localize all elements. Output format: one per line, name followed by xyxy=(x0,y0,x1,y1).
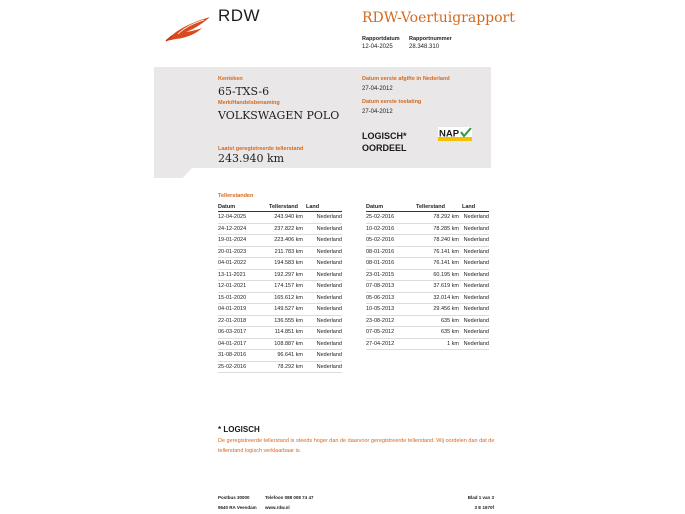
rdw-feather-logo xyxy=(164,14,212,42)
table-row xyxy=(218,304,342,316)
readings-title: Tellerstanden xyxy=(218,193,254,199)
cell-odometer: 32.014 km xyxy=(416,292,462,304)
cell-country: Nederland xyxy=(462,338,489,350)
cell-date: 22-01-2018 xyxy=(218,315,269,327)
cell-country: Nederland xyxy=(462,235,489,247)
readings-table-left xyxy=(218,202,342,373)
cell-country: Nederland xyxy=(306,361,342,373)
first-nl-label: Datum eerste afgifte in Nederland xyxy=(362,76,450,82)
cell-odometer: 165.612 km xyxy=(269,292,306,304)
odo-label: Laatst geregistreerde tellerstand xyxy=(218,146,304,152)
report-number-label: Rapportnummer xyxy=(409,36,452,42)
footnote-title: * LOGISCH xyxy=(218,425,260,434)
plate-label: Kenteken xyxy=(218,76,243,82)
cell-country: Nederland xyxy=(462,315,489,327)
table-row xyxy=(218,258,342,270)
table-header-row xyxy=(366,202,489,212)
cell-odometer: 76.141 km xyxy=(416,246,462,258)
report-date-label: Rapportdatum xyxy=(362,36,400,42)
cell-odometer: 1 km xyxy=(416,338,462,350)
cell-date: 23-01-2015 xyxy=(366,269,416,281)
footer-city: 9640 RA Veendam xyxy=(218,505,257,510)
cell-country: Nederland xyxy=(306,258,342,270)
cell-country: Nederland xyxy=(306,338,342,350)
cell-date: 25-02-2016 xyxy=(366,212,416,224)
table-row xyxy=(218,246,342,258)
table-row xyxy=(366,212,489,224)
cell-date: 15-01-2020 xyxy=(218,292,269,304)
cell-country: Nederland xyxy=(462,212,489,224)
col-date: Datum xyxy=(218,202,269,212)
cell-country: Nederland xyxy=(462,327,489,339)
cell-odometer: 149.527 km xyxy=(269,304,306,316)
cell-odometer: 76.141 km xyxy=(416,258,462,270)
table-header-row xyxy=(218,202,342,212)
cell-country: Nederland xyxy=(462,304,489,316)
table-row xyxy=(218,338,342,350)
cell-odometer: 194.583 km xyxy=(269,258,306,270)
verdict-line2: OORDEEL xyxy=(362,143,407,153)
cell-odometer: 136.555 km xyxy=(269,315,306,327)
cell-country: Nederland xyxy=(462,269,489,281)
col-odo: Tellerstand xyxy=(269,202,306,212)
cell-country: Nederland xyxy=(462,246,489,258)
cell-date: 07-08-2013 xyxy=(366,281,416,293)
cell-country: Nederland xyxy=(462,292,489,304)
vehicle-panel-tab xyxy=(154,168,192,178)
cell-country: Nederland xyxy=(306,304,342,316)
nap-logo xyxy=(438,127,472,141)
first-nl-date: 27-04-2012 xyxy=(362,86,393,92)
cell-country: Nederland xyxy=(306,212,342,224)
cell-odometer: 78.292 km xyxy=(269,361,306,373)
cell-date: 10-02-2016 xyxy=(366,223,416,235)
readings-table-right xyxy=(366,202,489,350)
cell-date: 05-02-2016 xyxy=(366,235,416,247)
cell-date: 12-04-2025 xyxy=(218,212,269,224)
cell-country: Nederland xyxy=(306,350,342,362)
col-country: Land xyxy=(306,202,342,212)
table-row xyxy=(218,269,342,281)
table-row xyxy=(366,223,489,235)
col-country: Land xyxy=(462,202,489,212)
footnote-text: De geregistreerde tellerstand is steeds hoger dan de daarvoor geregistreerde tellerstand. Wij oordelen dan dat de tellerstand logisch verklaarbaar is. xyxy=(218,438,495,454)
table-row xyxy=(366,315,489,327)
cell-date: 04-01-2017 xyxy=(218,338,269,350)
cell-country: Nederland xyxy=(306,281,342,293)
table-row xyxy=(366,235,489,247)
cell-odometer: 60.195 km xyxy=(416,269,462,281)
cell-country: Nederland xyxy=(306,246,342,258)
footer-web: www.rdw.nl xyxy=(265,505,290,510)
cell-odometer: 237.822 km xyxy=(269,223,306,235)
cell-country: Nederland xyxy=(462,281,489,293)
cell-date: 07-05-2012 xyxy=(366,327,416,339)
table-row xyxy=(218,292,342,304)
cell-country: Nederland xyxy=(306,315,342,327)
cell-date: 04-01-2022 xyxy=(218,258,269,270)
cell-odometer: 174.157 km xyxy=(269,281,306,293)
table-row xyxy=(218,212,342,224)
cell-date: 05-06-2013 xyxy=(366,292,416,304)
table-row xyxy=(218,361,342,373)
org-name: RDW xyxy=(218,6,261,25)
cell-odometer: 78.240 km xyxy=(416,235,462,247)
cell-country: Nederland xyxy=(306,327,342,339)
cell-country: Nederland xyxy=(462,223,489,235)
cell-odometer: 223.406 km xyxy=(269,235,306,247)
plate: 65-TXS-6 xyxy=(218,85,270,98)
cell-date: 20-01-2023 xyxy=(218,246,269,258)
cell-country: Nederland xyxy=(462,258,489,270)
report-date: 12-04-2025 xyxy=(362,44,393,50)
cell-date: 06-03-2017 xyxy=(218,327,269,339)
cell-date: 04-01-2019 xyxy=(218,304,269,316)
cell-odometer: 108.887 km xyxy=(269,338,306,350)
footer-phone: Telefoon 088 008 74 47 xyxy=(265,495,314,500)
cell-country: Nederland xyxy=(306,292,342,304)
table-row xyxy=(366,327,489,339)
table-row xyxy=(218,350,342,362)
table-row xyxy=(218,223,342,235)
first-admission-date: 27-04-2012 xyxy=(362,109,393,115)
cell-odometer: 635 km xyxy=(416,327,462,339)
cell-odometer: 29.456 km xyxy=(416,304,462,316)
table-row xyxy=(366,246,489,258)
table-row xyxy=(218,327,342,339)
make-label: Merk/Handelsbenaming xyxy=(218,100,280,106)
cell-country: Nederland xyxy=(306,269,342,281)
cell-odometer: 635 km xyxy=(416,315,462,327)
cell-odometer: 96.641 km xyxy=(269,350,306,362)
footer-page: Blad 1 van 3 xyxy=(467,495,494,500)
cell-odometer: 37.619 km xyxy=(416,281,462,293)
first-admission-label: Datum eerste toelating xyxy=(362,99,422,105)
table-row xyxy=(218,235,342,247)
cell-date: 10-05-2013 xyxy=(366,304,416,316)
table-row xyxy=(366,292,489,304)
cell-date: 27-04-2012 xyxy=(366,338,416,350)
cell-date: 24-12-2024 xyxy=(218,223,269,235)
cell-date: 23-08-2012 xyxy=(366,315,416,327)
table-row xyxy=(366,269,489,281)
table-row xyxy=(366,258,489,270)
nap-text: NAP xyxy=(439,128,460,140)
footer-postbus: Postbus 30000 xyxy=(218,495,250,500)
cell-odometer: 192.297 km xyxy=(269,269,306,281)
table-row xyxy=(366,304,489,316)
cell-odometer: 211.783 km xyxy=(269,246,306,258)
report-title: RDW-Voertuigrapport xyxy=(362,10,515,26)
col-odo: Tellerstand xyxy=(416,202,462,212)
table-row xyxy=(218,281,342,293)
table-row xyxy=(218,315,342,327)
cell-date: 12-01-2021 xyxy=(218,281,269,293)
make: VOLKSWAGEN POLO xyxy=(218,109,340,122)
verdict-line1: LOGISCH* xyxy=(362,131,407,141)
cell-odometer: 78.292 km xyxy=(416,212,462,224)
cell-country: Nederland xyxy=(306,235,342,247)
table-row xyxy=(366,338,489,350)
cell-date: 08-01-2016 xyxy=(366,258,416,270)
cell-date: 19-01-2024 xyxy=(218,235,269,247)
report-number: 28.348.310 xyxy=(409,44,440,50)
table-row xyxy=(366,281,489,293)
cell-date: 31-08-2016 xyxy=(218,350,269,362)
cell-odometer: 114.851 km xyxy=(269,327,306,339)
cell-odometer: 78.285 km xyxy=(416,223,462,235)
last-odometer: 243.940 km xyxy=(218,152,285,165)
cell-date: 08-01-2016 xyxy=(366,246,416,258)
cell-date: 13-11-2021 xyxy=(218,269,269,281)
cell-country: Nederland xyxy=(306,223,342,235)
cell-odometer: 243.940 km xyxy=(269,212,306,224)
col-date: Datum xyxy=(366,202,416,212)
verdict xyxy=(362,130,407,154)
footer-code: 3 E 1670f xyxy=(474,505,494,510)
cell-date: 25-02-2016 xyxy=(218,361,269,373)
